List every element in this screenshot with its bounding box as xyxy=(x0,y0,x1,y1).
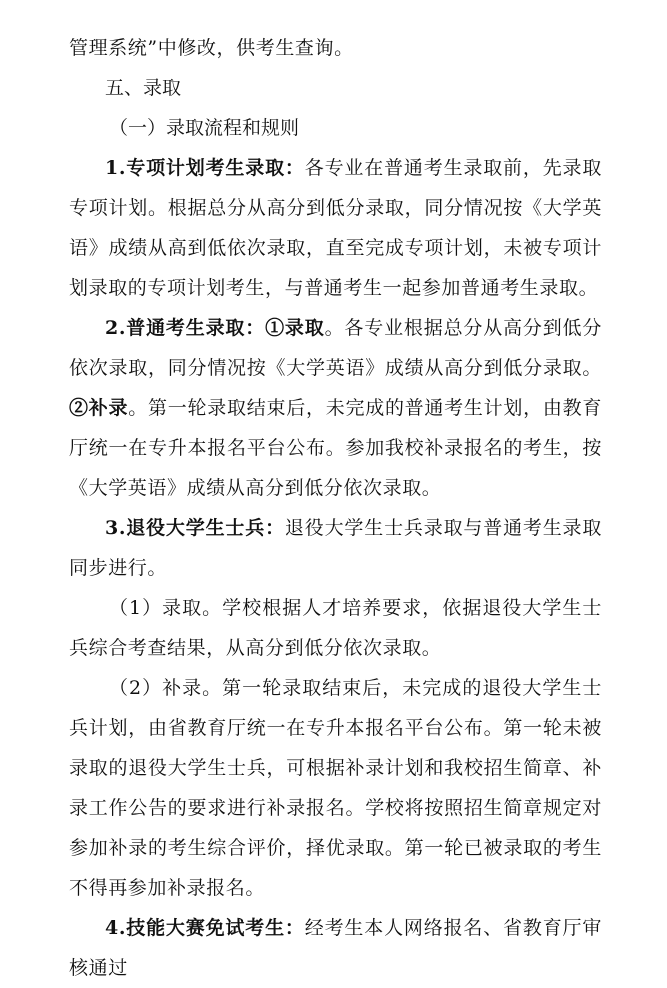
paragraph-veterans-supplementary: （2）补录。第一轮录取结束后，未完成的退役大学生士兵计划，由省教育厅统一在专升本报名平台公布。第一轮未被录取的退役大学生士兵，可根据补录计划和我校招生简章、补录工作公告的要求进行补录报名。学校将按照招生简章规定对参加补录的考生综合评价，择优录取。第一轮已被录取的考生不得再参加补录报名。 xyxy=(69,677,602,899)
paragraph-text: 退役大学生士兵录取与普通考生录取同步进行。 xyxy=(69,517,602,579)
paragraph-regular-admission xyxy=(69,308,602,508)
paragraph-text: 各专业在普通考生录取前，先录取专项计划。根据总分从高分到低分录取，同分情况按《大学英语》成绩从高到低依次录取，直至完成专项计划，未被专项计划录取的专项计划考生，与普通考生一起参加普通考生录取。 xyxy=(69,157,602,299)
paragraph-label: 1.专项计划考生录取： xyxy=(105,157,305,179)
section-heading: 五、录取 xyxy=(105,77,182,99)
paragraph-label: 3.退役大学生士兵： xyxy=(105,517,285,539)
paragraph-veterans-admission: （1）录取。学校根据人才培养要求，依据退役大学生士兵综合考查结果，从高分到低分依次录取。 xyxy=(69,597,602,659)
document-page xyxy=(69,28,602,988)
sub-text-supplementary: 。第一轮录取结束后，未完成的普通考生计划，由教育厅统一在专升本报名平台公布。参加我校补录报名的考生，按《大学英语》成绩从高分到低分依次录取。 xyxy=(69,397,602,499)
sub-label-supplementary: ②补录 xyxy=(69,397,129,419)
paragraph-special-plan xyxy=(69,148,602,308)
paragraph-veterans xyxy=(69,508,602,588)
paragraph-label: 2.普通考生录取： xyxy=(105,317,266,339)
paragraph-label: 4.技能大赛免试考生： xyxy=(105,917,305,939)
continuation-line: 管理系统”中修改，供考生查询。 xyxy=(69,37,354,59)
paragraph-text: 经考生本人网络报名、省教育厅审核通过 xyxy=(69,917,602,979)
paragraph-skills-competition xyxy=(69,908,602,988)
subsection-heading: （一）录取流程和规则 xyxy=(109,117,300,139)
sub-text-admission: 。各专业根据总分从高分到低分依次录取，同分情况按《大学英语》成绩从高分到低分录取。 xyxy=(69,317,602,379)
sub-label-admission: ①录取 xyxy=(265,317,325,339)
